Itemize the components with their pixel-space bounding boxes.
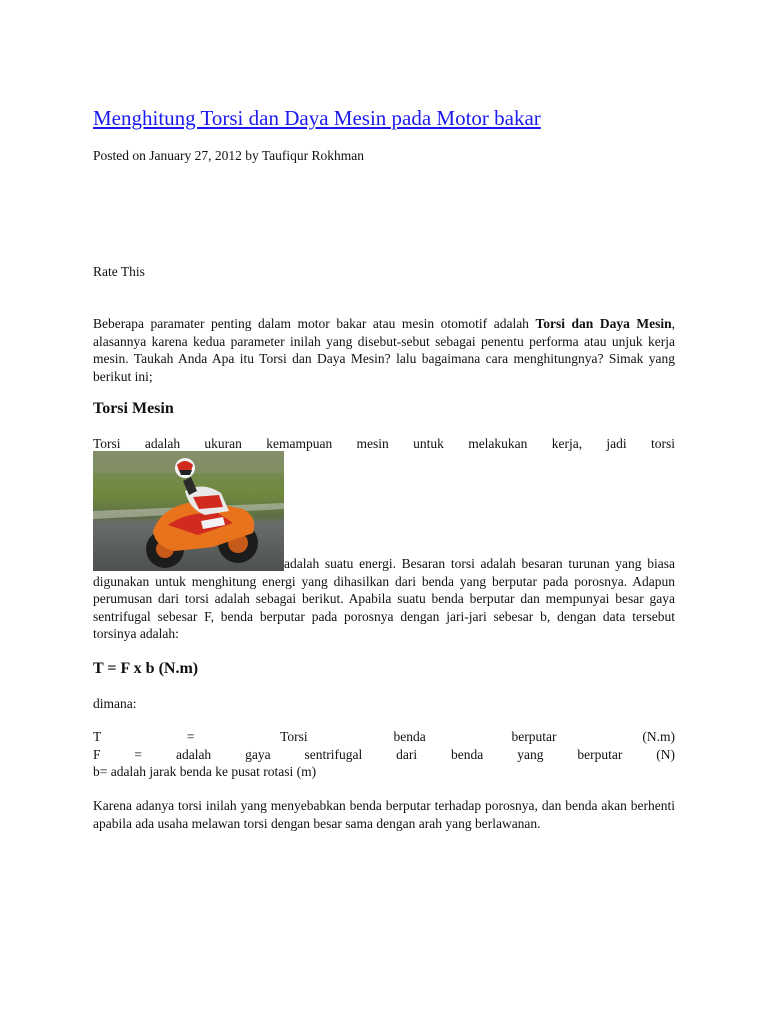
definition-t: T = Torsi benda berputar (N.m)	[93, 729, 675, 744]
article-title-link[interactable]: Menghitung Torsi dan Daya Mesin pada Motor bakar	[93, 106, 541, 130]
definition-list	[93, 728, 675, 781]
article-title	[93, 104, 541, 132]
post-meta: Posted on January 27, 2012 by Taufiqur Rokhman	[93, 148, 365, 163]
definition-b: b= adalah jarak benda ke pusat rotasi (m)	[93, 764, 317, 780]
intro-text-1: Beberapa paramater penting dalam motor bakar atau mesin otomotif adalah	[93, 316, 536, 331]
torsi-after-image-text: adalah suatu energi. Besaran torsi adalah besaran turunan yang biasa digunakan untuk menghitung energi yang dihasilkan dari benda yang berputar pada porosnya. Adapun perumusan dari torsi adalah sebagai berikut. Apabila suatu benda berputar dan mempunyai besar gaya sentrifugal sebesar F, benda berputar pada porosnya dengan jari-jari sebesar b, dengan data tersebut torsinya adalah:	[93, 556, 675, 642]
torsi-first-line	[93, 435, 675, 453]
motorcycle-racer-photo-icon	[93, 451, 284, 571]
torsi-after-image	[93, 555, 675, 643]
intro-text-2: , alasannya karena kedua parameter inilah yang disebut-sebut sebagai penentu performa atau unjuk kerja mesin. Taukah Anda Apa itu Torsi dan Daya Mesin? lalu bagaimana cara menghitungnya? Simak yang berikut ini;	[93, 316, 675, 384]
dimana-label: dimana:	[93, 696, 137, 711]
section-heading-torsi: Torsi Mesin	[93, 400, 174, 417]
formula-heading: T = F x b (N.m)	[93, 660, 199, 677]
torsi-first-line-text: Torsi adalah ukuran kemampuan mesin untuk melakukan kerja, jadi torsi	[93, 436, 675, 451]
closing-paragraph: Karena adanya torsi inilah yang menyebabkan benda berputar terhadap porosnya, dan benda akan berhenti apabila ada usaha melawan torsi dengan besar sama dengan arah yang berlawanan.	[93, 798, 675, 831]
definition-f: F = adalah gaya sentrifugal dari benda yang berputar (N)	[93, 746, 675, 762]
rate-this-label[interactable]: Rate This	[93, 264, 145, 279]
motorcycle-photo	[93, 451, 284, 571]
intro-paragraph	[93, 315, 675, 385]
intro-bold: Torsi dan Daya Mesin	[535, 316, 672, 331]
